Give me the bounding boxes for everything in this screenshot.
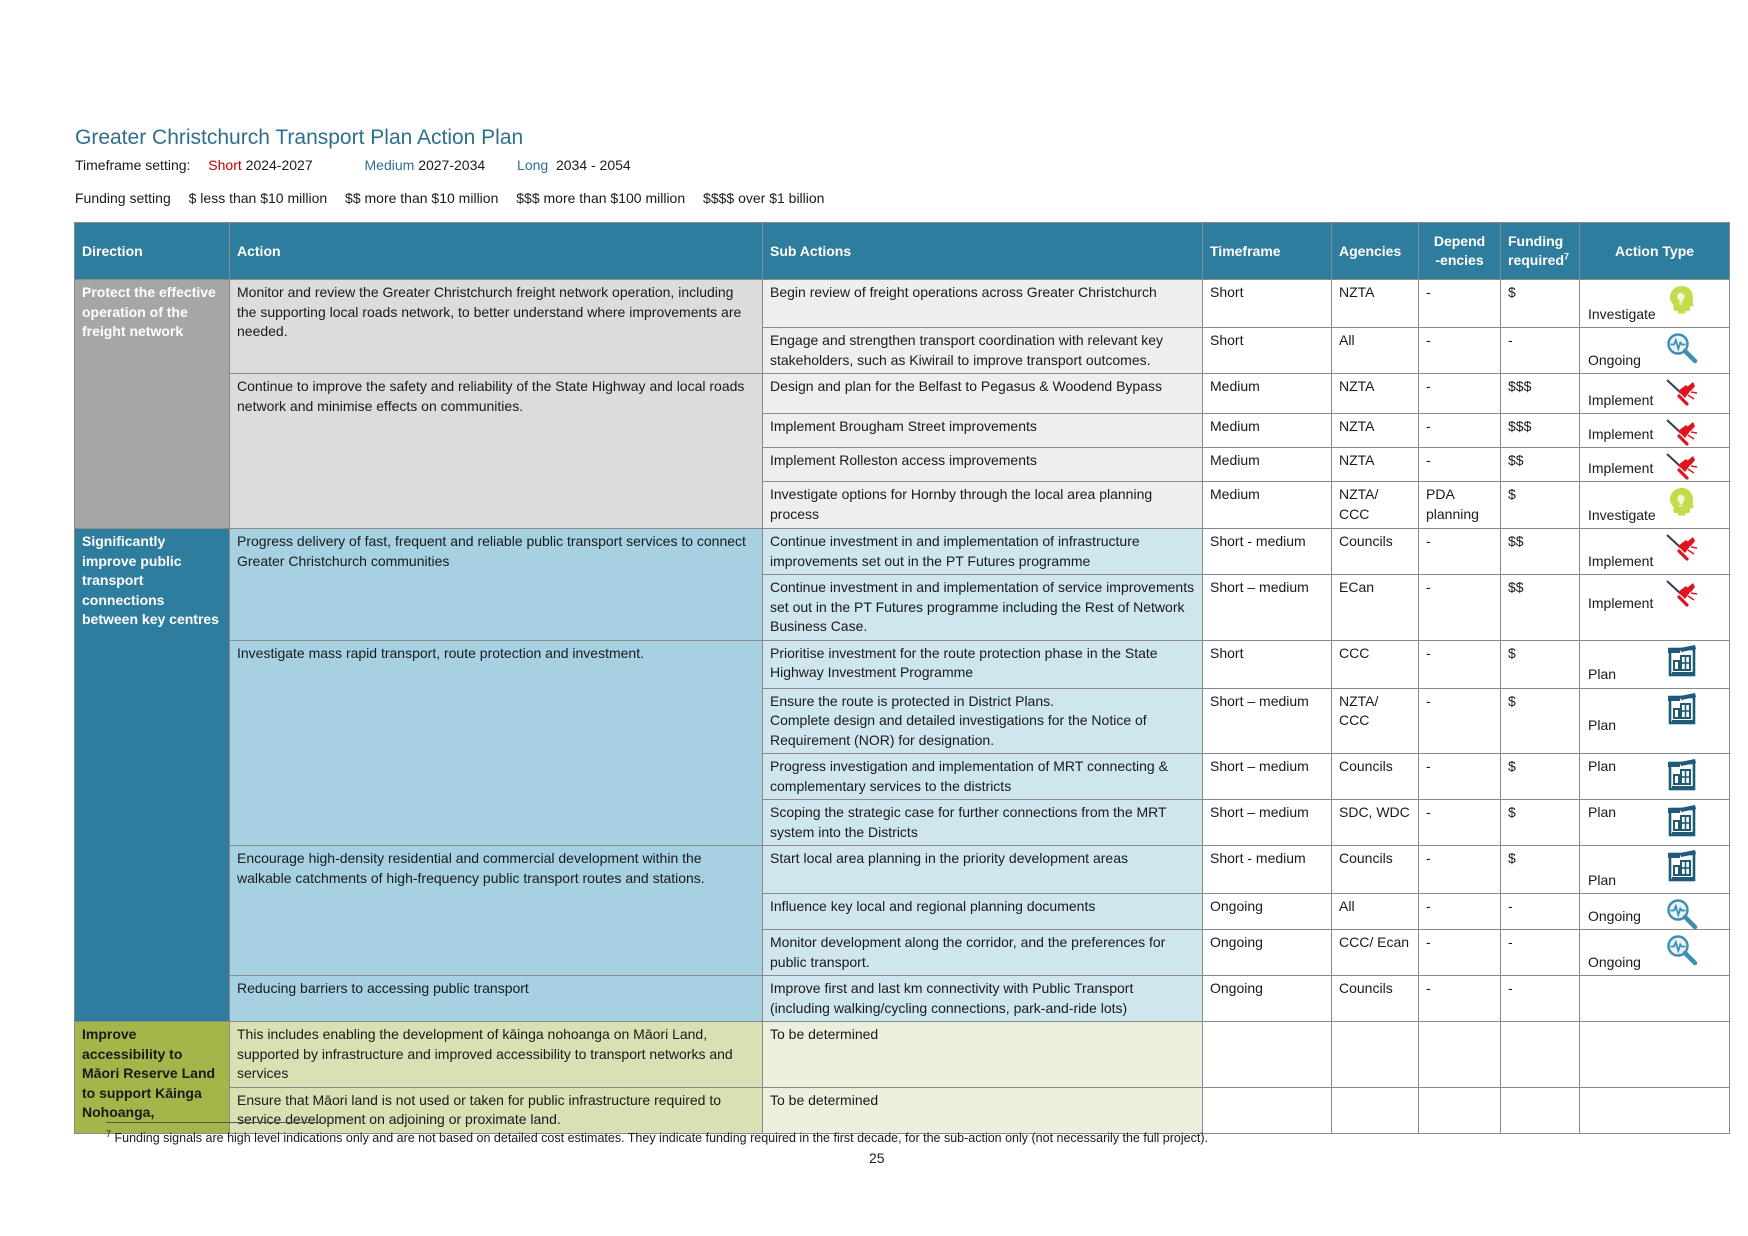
sub-action: Prioritise investment for the route protection phase in the State Highway Investment Programme xyxy=(763,640,1203,688)
dependencies-cell: - xyxy=(1419,575,1501,641)
dependencies-cell: - xyxy=(1419,280,1501,328)
action-type-cell xyxy=(1580,846,1730,894)
action-type-cell xyxy=(1580,976,1730,1022)
agencies-cell: CCC xyxy=(1332,640,1419,688)
header-direction: Direction xyxy=(75,223,230,280)
action-type-cell xyxy=(1580,529,1730,575)
action-type-cell xyxy=(1580,894,1730,930)
action-cell: Investigate mass rapid transport, route protection and investment. xyxy=(230,640,763,846)
header-funding-line1: Funding xyxy=(1508,233,1564,249)
funding-four: $$$$ over $1 billion xyxy=(703,190,825,206)
direction-freight: Protect the effective operation of the freight network xyxy=(75,280,230,529)
action-cell: Continue to improve the safety and reliability of the State Highway and local roads network and minimise effects on communities. xyxy=(230,374,763,529)
action-type-cell xyxy=(1580,688,1730,754)
timeframe-cell: Short - medium xyxy=(1203,846,1332,894)
header-funding xyxy=(1501,223,1580,280)
dependencies-cell xyxy=(1419,1087,1501,1133)
sub-action: Influence key local and regional planning documents xyxy=(763,894,1203,930)
hammer-icon xyxy=(1665,377,1699,411)
direction-public-transport: Significantly improve public transport connections between key centres xyxy=(75,529,230,1022)
magnifier-pulse-icon xyxy=(1665,897,1699,930)
funding-two: $$ more than $10 million xyxy=(345,190,499,206)
action-type-cell xyxy=(1580,448,1730,482)
sub-action: Implement Brougham Street improvements xyxy=(763,414,1203,448)
timeframe-short-name: Short xyxy=(208,157,242,173)
sub-action: Start local area planning in the priority development areas xyxy=(763,846,1203,894)
action-type-label: Plan xyxy=(1588,666,1617,682)
agencies-cell: All xyxy=(1332,328,1419,374)
funding-cell: $ xyxy=(1501,640,1580,688)
dependencies-cell xyxy=(1419,1022,1501,1088)
table-row xyxy=(75,280,1730,328)
agencies-cell: NZTA xyxy=(1332,374,1419,414)
timeframe-short-range: 2024-2027 xyxy=(245,157,313,173)
action-type-cell xyxy=(1580,930,1730,976)
timeframe-cell: Medium xyxy=(1203,374,1332,414)
agencies-cell xyxy=(1332,1022,1419,1088)
dependencies-cell: - xyxy=(1419,448,1501,482)
action-type-label: Implement xyxy=(1588,552,1654,569)
dependencies-cell: - xyxy=(1419,800,1501,846)
dependencies-cell: - xyxy=(1419,688,1501,754)
dependencies-cell: - xyxy=(1419,976,1501,1022)
page-number: 25 xyxy=(869,1150,885,1166)
sub-action: Continue investment in and implementation of service improvements set out in the PT Futures programme including the Rest of Network Business Case. xyxy=(763,575,1203,641)
funding-cell: - xyxy=(1501,894,1580,930)
sub-action: Implement Rolleston access improvements xyxy=(763,448,1203,482)
timeframe-long-range: 2034 - 2054 xyxy=(555,157,631,173)
funding-cell: $ xyxy=(1501,800,1580,846)
agencies-cell: SDC, WDC xyxy=(1332,800,1419,846)
action-type-cell xyxy=(1580,640,1730,688)
action-type-label: Ongoing xyxy=(1588,953,1641,970)
agencies-cell: Councils xyxy=(1332,529,1419,575)
dependencies-cell: - xyxy=(1419,640,1501,688)
action-type-cell xyxy=(1580,800,1730,846)
timeframe-cell: Short xyxy=(1203,328,1332,374)
timeframe-label: Timeframe setting: xyxy=(75,157,191,173)
timeframe-cell: Medium xyxy=(1203,414,1332,448)
funding-cell: $$ xyxy=(1501,529,1580,575)
page-title: Greater Christchurch Transport Plan Action Plan xyxy=(75,126,524,149)
sub-action: Monitor development along the corridor, and the preferences for public transport. xyxy=(763,930,1203,976)
footnote-mark: 7 xyxy=(106,1128,112,1139)
hammer-icon xyxy=(1665,417,1699,448)
table-row xyxy=(75,374,1730,414)
header-dependencies xyxy=(1419,223,1501,280)
action-type-label: Plan xyxy=(1588,871,1617,888)
action-type-label: Implement xyxy=(1588,459,1654,476)
footnote-text: Funding signals are high level indications only and are not based on detailed cost estimates. They indicate funding required in the first decade, for the sub-action only (not necessarily the full project). xyxy=(114,1131,1208,1145)
sub-action: Progress investigation and implementation of MRT connecting & complementary services to the districts xyxy=(763,754,1203,800)
action-type-cell xyxy=(1580,482,1730,529)
header-dependencies-line1: Depend xyxy=(1433,233,1486,249)
timeframe-cell: Short – medium xyxy=(1203,754,1332,800)
magnifier-pulse-icon xyxy=(1665,331,1699,365)
action-type-cell xyxy=(1580,575,1730,641)
funding-cell: $ xyxy=(1501,846,1580,894)
funding-cell: - xyxy=(1501,328,1580,374)
table-row xyxy=(75,976,1730,1022)
action-type-label: Implement xyxy=(1588,391,1654,408)
header-dependencies-line2: -encies xyxy=(1435,252,1484,268)
dependencies-cell: - xyxy=(1419,754,1501,800)
timeframe-cell: Ongoing xyxy=(1203,930,1332,976)
dependencies-cell: - xyxy=(1419,374,1501,414)
agencies-cell: NZTA/ CCC xyxy=(1332,482,1419,529)
timeframe-cell xyxy=(1203,1022,1332,1088)
funding-cell xyxy=(1501,1022,1580,1088)
header-sub-actions: Sub Actions xyxy=(763,223,1203,280)
table-row xyxy=(75,640,1730,688)
action-type-cell xyxy=(1580,414,1730,448)
action-type-cell xyxy=(1580,754,1730,800)
funding-cell xyxy=(1501,1087,1580,1133)
dependencies-cell: - xyxy=(1419,529,1501,575)
agencies-cell: CCC/ Ecan xyxy=(1332,930,1419,976)
plan-board-icon xyxy=(1665,758,1699,792)
action-type-label: Investigate xyxy=(1588,506,1656,523)
plan-board-icon xyxy=(1665,692,1699,726)
action-type-cell xyxy=(1580,328,1730,374)
header-action-type: Action Type xyxy=(1580,223,1730,280)
magnifier-pulse-icon xyxy=(1665,933,1699,967)
timeframe-cell: Short xyxy=(1203,280,1332,328)
timeframe-cell: Short – medium xyxy=(1203,688,1332,754)
timeframe-cell: Short – medium xyxy=(1203,575,1332,641)
sub-action: Design and plan for the Belfast to Pegasus & Woodend Bypass xyxy=(763,374,1203,414)
timeframe-cell: Ongoing xyxy=(1203,976,1332,1022)
action-cell: Reducing barriers to accessing public transport xyxy=(230,976,763,1022)
header-timeframe: Timeframe xyxy=(1203,223,1332,280)
funding-cell: $ xyxy=(1501,754,1580,800)
agencies-cell: ECan xyxy=(1332,575,1419,641)
agencies-cell xyxy=(1332,1087,1419,1133)
timeframe-cell xyxy=(1203,1087,1332,1133)
plan-board-icon xyxy=(1665,644,1699,678)
timeframe-cell: Short – medium xyxy=(1203,800,1332,846)
sub-action: To be determined xyxy=(763,1087,1203,1133)
funding-cell: $ xyxy=(1501,482,1580,529)
table-row xyxy=(75,1087,1730,1133)
dependencies-cell: - xyxy=(1419,930,1501,976)
agencies-cell: Councils xyxy=(1332,754,1419,800)
action-plan-table xyxy=(74,222,1730,1134)
table-row xyxy=(75,846,1730,894)
footnote-divider xyxy=(106,1122,320,1123)
action-type-label: Ongoing xyxy=(1588,907,1641,924)
action-type-label: Plan xyxy=(1588,804,1617,820)
sub-action-line: Complete design and detailed investigations for the Notice of Requirement (NOR) for designation. xyxy=(770,712,1147,748)
action-cell: Encourage high-density residential and commercial development within the walkable catchments of high-frequency public transport routes and stations. xyxy=(230,846,763,976)
dependencies-cell: - xyxy=(1419,414,1501,448)
funding-cell: $$$ xyxy=(1501,374,1580,414)
timeframe-long-name: Long xyxy=(517,157,549,173)
sub-action-line: Ensure the route is protected in District Plans. xyxy=(770,692,1055,709)
timeframe-cell: Short xyxy=(1203,640,1332,688)
timeframe-cell: Ongoing xyxy=(1203,894,1332,930)
funding-three: $$$ more than $100 million xyxy=(516,190,686,206)
footnote-ref: 7 xyxy=(1564,251,1570,262)
agencies-cell: All xyxy=(1332,894,1419,930)
action-type-label: Implement xyxy=(1588,425,1654,442)
timeframe-medium-name: Medium xyxy=(364,157,415,173)
agencies-cell: NZTA xyxy=(1332,280,1419,328)
sub-action: Investigate options for Hornby through the local area planning process xyxy=(763,482,1203,529)
funding-cell: - xyxy=(1501,976,1580,1022)
action-cell: Ensure that Māori land is not used or taken for public infrastructure required to service development on adjoining or proximate land. xyxy=(230,1087,763,1133)
agencies-cell: Councils xyxy=(1332,976,1419,1022)
timeframe-cell: Medium xyxy=(1203,448,1332,482)
action-type-cell xyxy=(1580,374,1730,414)
dependencies-cell: - xyxy=(1419,328,1501,374)
action-type-label: Investigate xyxy=(1588,305,1656,322)
sub-action: Continue investment in and implementation of infrastructure improvements set out in the PT Futures programme xyxy=(763,529,1203,575)
action-type-cell xyxy=(1580,1087,1730,1133)
funding-label: Funding setting xyxy=(75,190,171,206)
header-funding-line2: required xyxy=(1508,252,1565,268)
funding-cell: $ xyxy=(1501,688,1580,754)
action-type-cell xyxy=(1580,1022,1730,1088)
action-type-label: Plan xyxy=(1588,758,1617,774)
funding-cell: $$$ xyxy=(1501,414,1580,448)
action-type-label: Ongoing xyxy=(1588,351,1641,368)
table-row xyxy=(75,529,1730,575)
sub-action xyxy=(763,688,1203,754)
action-type-label: Implement xyxy=(1588,595,1654,611)
dependencies-cell: - xyxy=(1419,894,1501,930)
timeframe-cell: Medium xyxy=(1203,482,1332,529)
action-cell: Monitor and review the Greater Christchurch freight network operation, including the supporting local roads network, to better understand where improvements are needed. xyxy=(230,280,763,374)
sub-action: Scoping the strategic case for further connections from the MRT system into the Districts xyxy=(763,800,1203,846)
plan-board-icon xyxy=(1665,849,1699,883)
agencies-cell: Councils xyxy=(1332,846,1419,894)
action-type-cell xyxy=(1580,280,1730,328)
timeframe-setting xyxy=(75,157,631,173)
sub-action: Improve first and last km connectivity with Public Transport (including walking/cycling connections, park-and-ride lots) xyxy=(763,976,1203,1022)
hammer-icon xyxy=(1665,578,1699,612)
lightbulb-head-icon xyxy=(1665,485,1699,519)
funding-cell: - xyxy=(1501,930,1580,976)
plan-board-icon xyxy=(1665,804,1699,838)
agencies-cell: NZTA xyxy=(1332,448,1419,482)
footnote xyxy=(106,1128,1208,1145)
header-agencies: Agencies xyxy=(1332,223,1419,280)
direction-maori-land: Improve accessibility to Māori Reserve Land to support Kāinga Nohoanga, xyxy=(75,1022,230,1134)
action-cell: Progress delivery of fast, frequent and reliable public transport services to connect Greater Christchurch communities xyxy=(230,529,763,641)
agencies-cell: NZTA xyxy=(1332,414,1419,448)
dependencies-cell: PDA planning xyxy=(1419,482,1501,529)
timeframe-medium-range: 2027-2034 xyxy=(418,157,486,173)
funding-cell: $$ xyxy=(1501,575,1580,641)
action-type-label: Plan xyxy=(1588,716,1617,733)
funding-setting xyxy=(75,190,824,206)
timeframe-cell: Short - medium xyxy=(1203,529,1332,575)
sub-action: Engage and strengthen transport coordination with relevant key stakeholders, such as Kiwirail to improve transport outcomes. xyxy=(763,328,1203,374)
table-row xyxy=(75,1022,1730,1088)
funding-cell: $ xyxy=(1501,280,1580,328)
header-action: Action xyxy=(230,223,763,280)
funding-cell: $$ xyxy=(1501,448,1580,482)
table-header-row xyxy=(75,223,1730,280)
sub-action: Begin review of freight operations across Greater Christchurch xyxy=(763,280,1203,328)
lightbulb-head-icon xyxy=(1665,283,1699,317)
hammer-icon xyxy=(1665,451,1699,482)
sub-action: To be determined xyxy=(763,1022,1203,1088)
action-cell: This includes enabling the development of kāinga nohoanga on Māori Land, supported by infrastructure and improved accessibility to transport networks and services xyxy=(230,1022,763,1088)
dependencies-cell: - xyxy=(1419,846,1501,894)
hammer-icon xyxy=(1665,532,1699,566)
agencies-cell: NZTA/ CCC xyxy=(1332,688,1419,754)
funding-one: $ less than $10 million xyxy=(188,190,328,206)
